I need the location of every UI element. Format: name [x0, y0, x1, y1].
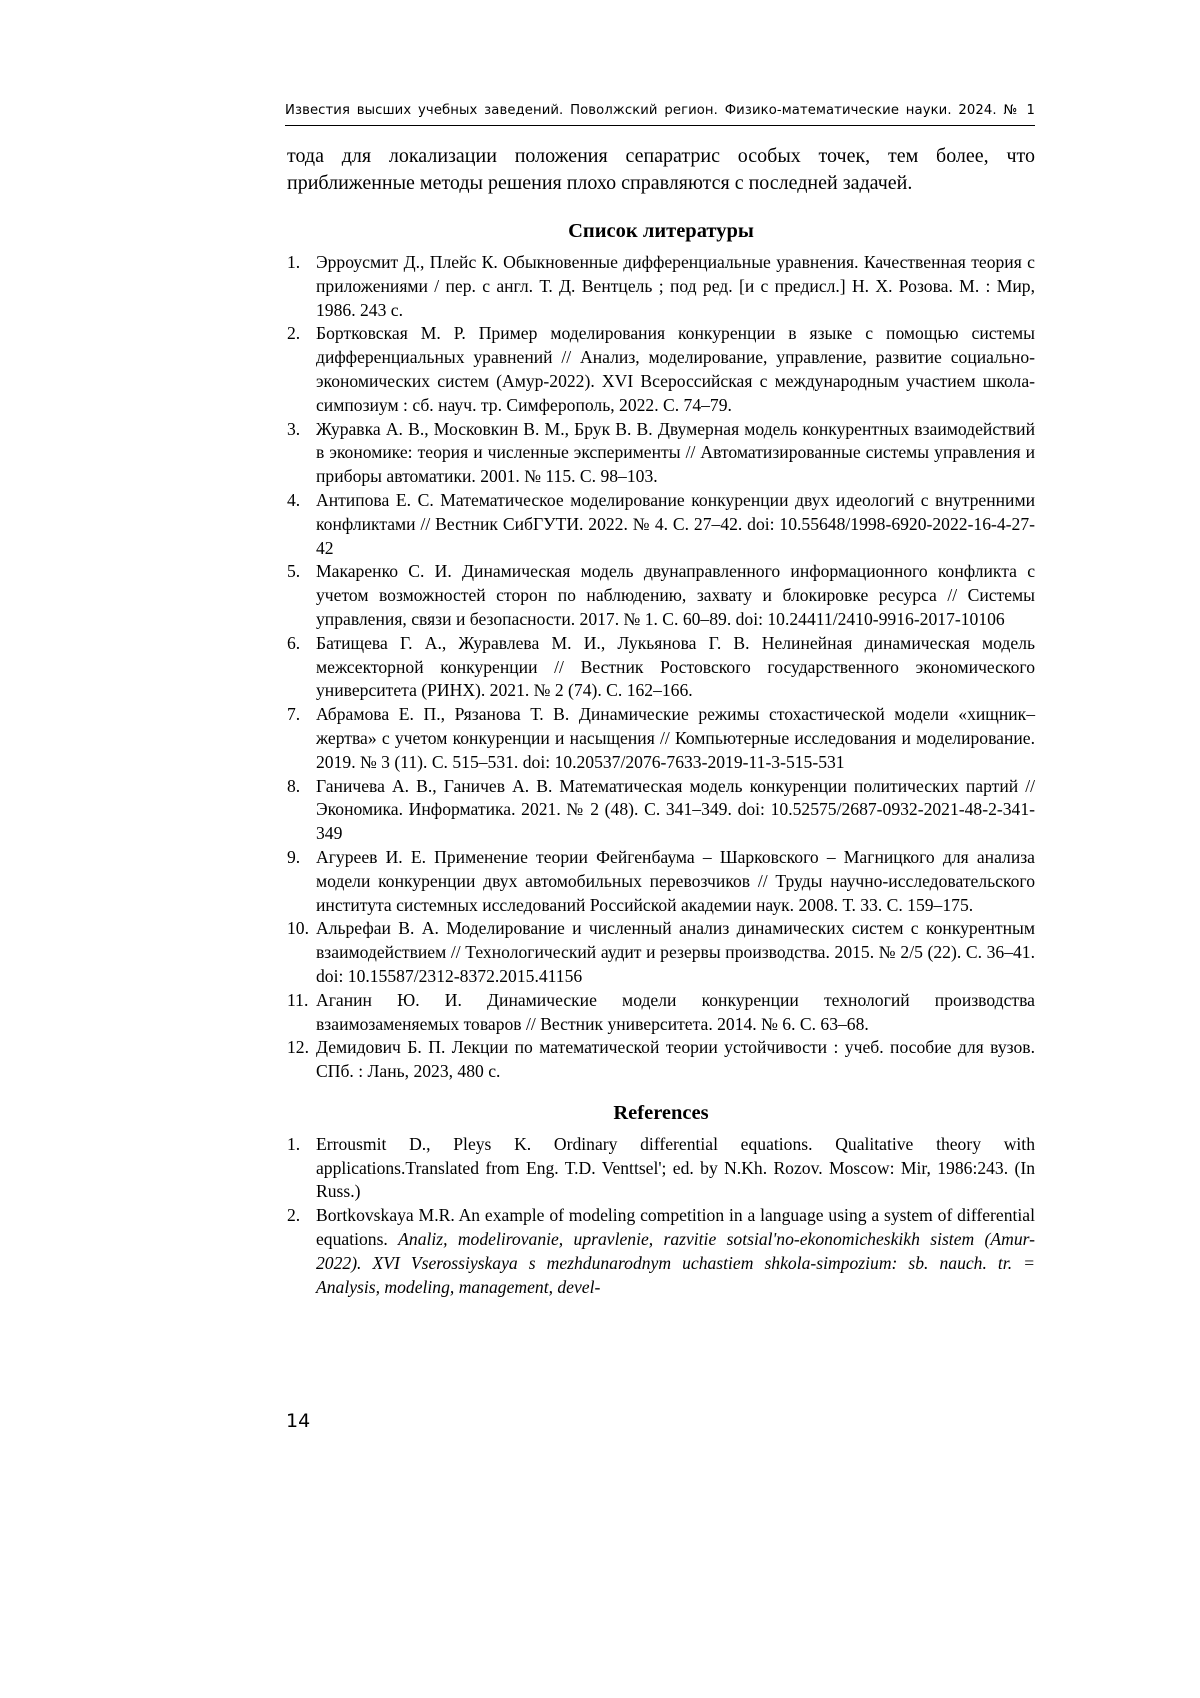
page-content [287, 143, 1035, 1299]
reference-text: Альрефаи В. А. Моделирование и численный анализ динамических систем с конкурентным взаимодействием // Технологический аудит и резервы производства. 2015. № 2/5 (22). С. 36–41. doi: 10.15587/2312-8372.2015.41156 [316, 918, 1035, 986]
reference-text: Бортковская М. Р. Пример моделирования конкуренции в языке с помощью системы дифференциальных уравнений // Анализ, моделирование, управление, развитие социально-экономических систем (Амур-2022). XVI Всероссийская с международным участием школа-симпозиум : сб. науч. тр. Симферополь, 2022. С. 74–79. [316, 323, 1035, 415]
reference-text: Макаренко С. И. Динамическая модель двунаправленного информационного конфликта с учетом возможностей сторон по наблюдению, захвату и блокировке ресурса // Системы управления, связи и безопасности. 2017. № 1. С. 60–89. doi: 10.24411/2410-9916-2017-10106 [316, 561, 1035, 629]
reference-number: 1. [287, 252, 301, 272]
ru-reference-list [287, 251, 1035, 1084]
reference-item [287, 917, 1035, 988]
reference-item [287, 989, 1035, 1037]
reference-number: 10. [287, 918, 309, 939]
reference-item [287, 775, 1035, 846]
en-references-title: References [613, 1101, 709, 1124]
page-number: 14 [286, 1410, 311, 1432]
reference-text: Демидович Б. П. Лекции по математической теории устойчивости : учеб. пособие для вузов. СПб. : Лань, 2023, 480 с. [316, 1037, 1035, 1082]
reference-text-plain: Bortkovskaya M.R. An example of modeling competition in a language using a system of differential equations. [316, 1205, 1035, 1250]
reference-item [287, 418, 1035, 489]
reference-item [287, 632, 1035, 703]
reference-text: Errousmit D., Pleys K. Ordinary differential equations. Qualitative theory with applications.Translated from Eng. T.D. Venttsel'; ed. by N.Kh. Rozov. Moscow: Mir, 1986:243. (In Russ.) [316, 1133, 1035, 1202]
reference-number: 8. [287, 775, 301, 796]
intro-paragraph: тода для локализации положения сепаратрис особых точек, тем более, что приближенные методы решения плохо справляются с последней задачей. [287, 145, 1035, 194]
reference-item [287, 251, 1035, 322]
reference-item [287, 1133, 1035, 1204]
reference-number: 4. [287, 489, 301, 510]
reference-item [287, 489, 1035, 560]
reference-number: 2. [287, 1205, 301, 1226]
reference-number: 3. [287, 418, 301, 439]
reference-text-italic: Analiz, modelirovanie, upravlenie, razvitie sotsial'no-ekonomicheskikh sistem (Amur-2022). XVI Vserossiyskaya s mezhdunarodnym uchastiem shkola-simpozium: sb. nauch. tr. = Analysis, modeling, management, devel- [316, 1229, 1035, 1297]
en-reference-list [287, 1133, 1035, 1300]
reference-number: 11. [287, 989, 309, 1010]
reference-number: 2. [287, 323, 301, 344]
header-rule [285, 125, 1035, 126]
reference-text: Ганичева А. В., Ганичев А. В. Математическая модель конкуренции политических партий // Экономика. Информатика. 2021. № 2 (48). С. 341–349. doi: 10.52575/2687-0932-2021-48-2-341-349 [316, 775, 1035, 844]
reference-text: Агуреев И. Е. Применение теории Фейгенбаума – Шарковского – Магницкого для анализа модели конкуренции двух автомобильных перевозчиков // Труды научно-исследовательского института системных исследований Российской академии наук. 2008. Т. 33. С. 159–175. [316, 846, 1035, 915]
reference-item [287, 846, 1035, 917]
reference-item [287, 1204, 1035, 1299]
reference-text: Батищева Г. А., Журавлева М. И., Лукьянова Г. В. Нелинейная динамическая модель межсекторной конкуренции // Вестник Ростовского государственного экономического университета (РИНХ). 2021. № 2 (74). С. 162–166. [316, 632, 1035, 701]
reference-number: 7. [287, 704, 301, 725]
reference-number: 6. [287, 632, 301, 653]
ru-references-title: Список литературы [568, 220, 754, 242]
running-header: Известия высших учебных заведений. Поволжский регион. Физико-математические науки. 2024. № 1 [285, 103, 1035, 118]
reference-text: Аганин Ю. И. Динамические модели конкуренции технологий производства взаимозаменяемых товаров // Вестник университета. 2014. № 6. С. 63–68. [316, 989, 1035, 1034]
reference-item [287, 560, 1035, 631]
reference-number: 5. [287, 561, 301, 582]
reference-number: 9. [287, 846, 301, 867]
reference-text: Антипова Е. С. Математическое моделирование конкуренции двух идеологий с внутренними конфликтами // Вестник СибГУТИ. 2022. № 4. С. 27–42. doi: 10.55648/1998-6920-2022-16-4-27-42 [316, 489, 1035, 558]
reference-item [287, 703, 1035, 774]
reference-text: Журавка А. В., Московкин В. М., Брук В. В. Двумерная модель конкурентных взаимодействий в экономике: теория и численные эксперименты // Автоматизированные системы управления и приборы автоматики. 2001. № 115. С. 98–103. [316, 418, 1035, 487]
reference-text [316, 1204, 1035, 1299]
reference-item [287, 322, 1035, 417]
reference-text: Эрроусмит Д., Плейс К. Обыкновенные дифференциальные уравнения. Качественная теория с приложениями / пер. с англ. Т. Д. Вентцель ; под ред. [и с предисл.] Н. Х. Розова. М. : Мир, 1986. 243 с. [316, 252, 1035, 320]
reference-number: 12. [287, 1037, 309, 1058]
reference-item [287, 1036, 1035, 1084]
reference-text: Абрамова Е. П., Рязанова Т. В. Динамические режимы стохастической модели «хищник–жертва» с учетом конкуренции и насыщения // Компьютерные исследования и моделирование. 2019. № 3 (11). С. 515–531. doi: 10.20537/2076-7633-2019-11-3-515-531 [316, 704, 1035, 772]
reference-number: 1. [287, 1133, 301, 1154]
